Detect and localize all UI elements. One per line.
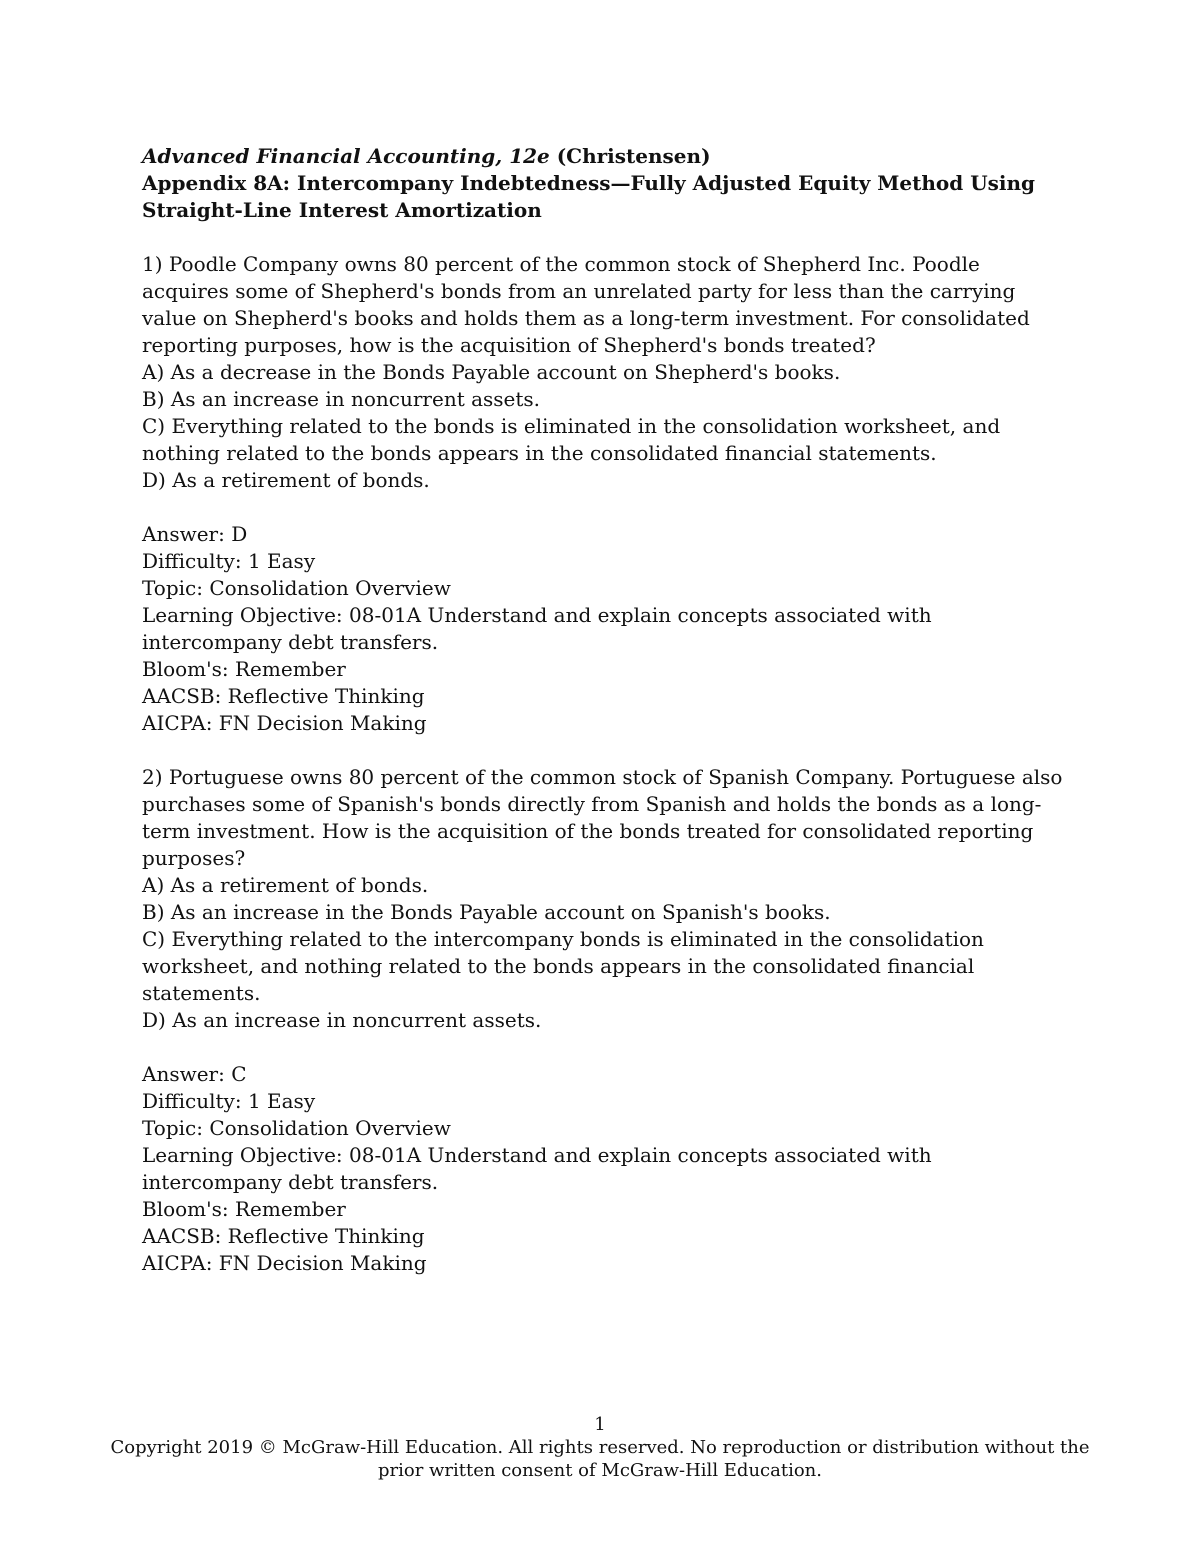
answer-option-d: D) As a retirement of bonds. bbox=[142, 468, 430, 492]
topic: Topic: Consolidation Overview bbox=[142, 1116, 451, 1140]
page-footer bbox=[100, 1413, 1100, 1482]
question-2 bbox=[142, 764, 1072, 1277]
aicpa-tag: AICPA: FN Decision Making bbox=[142, 1251, 427, 1275]
answer-key: Answer: C bbox=[142, 1062, 247, 1086]
learning-objective: Learning Objective: 08-01A Understand and explain concepts associated with intercompany debt transfers. bbox=[142, 1143, 932, 1194]
difficulty: Difficulty: 1 Easy bbox=[142, 1089, 316, 1113]
difficulty: Difficulty: 1 Easy bbox=[142, 549, 316, 573]
chapter-title: Appendix 8A: Intercompany Indebtedness—Fully Adjusted Equity Method Using Straight-Line Interest Amortization bbox=[142, 171, 1036, 222]
spacer bbox=[142, 224, 1072, 251]
topic: Topic: Consolidation Overview bbox=[142, 576, 451, 600]
answer-option-b: B) As an increase in the Bonds Payable account on Spanish's books. bbox=[142, 900, 831, 924]
spacer bbox=[142, 737, 1072, 764]
answer-option-a: A) As a decrease in the Bonds Payable account on Shepherd's books. bbox=[142, 360, 841, 384]
answer-option-b: B) As an increase in noncurrent assets. bbox=[142, 387, 541, 411]
spacer bbox=[142, 1034, 1072, 1061]
book-author: (Christensen) bbox=[556, 144, 711, 168]
aicpa-tag: AICPA: FN Decision Making bbox=[142, 711, 427, 735]
answer-option-d: D) As an increase in noncurrent assets. bbox=[142, 1008, 542, 1032]
document-title bbox=[142, 143, 1072, 170]
answer-key: Answer: D bbox=[142, 522, 248, 546]
document-body bbox=[142, 143, 1072, 1277]
blooms-level: Bloom's: Remember bbox=[142, 657, 346, 681]
answer-option-a: A) As a retirement of bonds. bbox=[142, 873, 429, 897]
question-stem: 2) Portuguese owns 80 percent of the common stock of Spanish Company. Portuguese also purchases some of Spanish's bonds directly from Spanish and holds the bonds as a long-term investment. How is the acquisition of the bonds treated for consolidated reporting purposes? bbox=[142, 765, 1063, 870]
answer-option-c: C) Everything related to the intercompany bonds is eliminated in the consolidation worksheet, and nothing related to the bonds appears in the consolidated financial statements. bbox=[142, 927, 984, 1005]
question-1 bbox=[142, 251, 1072, 737]
spacer bbox=[142, 494, 1072, 521]
question-stem: 1) Poodle Company owns 80 percent of the common stock of Shepherd Inc. Poodle acquires some of Shepherd's bonds from an unrelated party for less than the carrying value on Shepherd's books and holds them as a long-term investment. For consolidated reporting purposes, how is the acquisition of Shepherd's bonds treated? bbox=[142, 252, 1030, 357]
aacsb-tag: AACSB: Reflective Thinking bbox=[142, 684, 425, 708]
learning-objective: Learning Objective: 08-01A Understand and explain concepts associated with intercompany debt transfers. bbox=[142, 603, 932, 654]
blooms-level: Bloom's: Remember bbox=[142, 1197, 346, 1221]
aacsb-tag: AACSB: Reflective Thinking bbox=[142, 1224, 425, 1248]
page-number: 1 bbox=[594, 1414, 606, 1435]
book-title: Advanced Financial Accounting, 12e bbox=[142, 144, 550, 168]
copyright-notice: Copyright 2019 © McGraw-Hill Education. All rights reserved. No reproduction or distribution without the prior written consent of McGraw-Hill Education. bbox=[110, 1437, 1090, 1481]
answer-option-c: C) Everything related to the bonds is eliminated in the consolidation worksheet, and nothing related to the bonds appears in the consolidated financial statements. bbox=[142, 414, 1001, 465]
